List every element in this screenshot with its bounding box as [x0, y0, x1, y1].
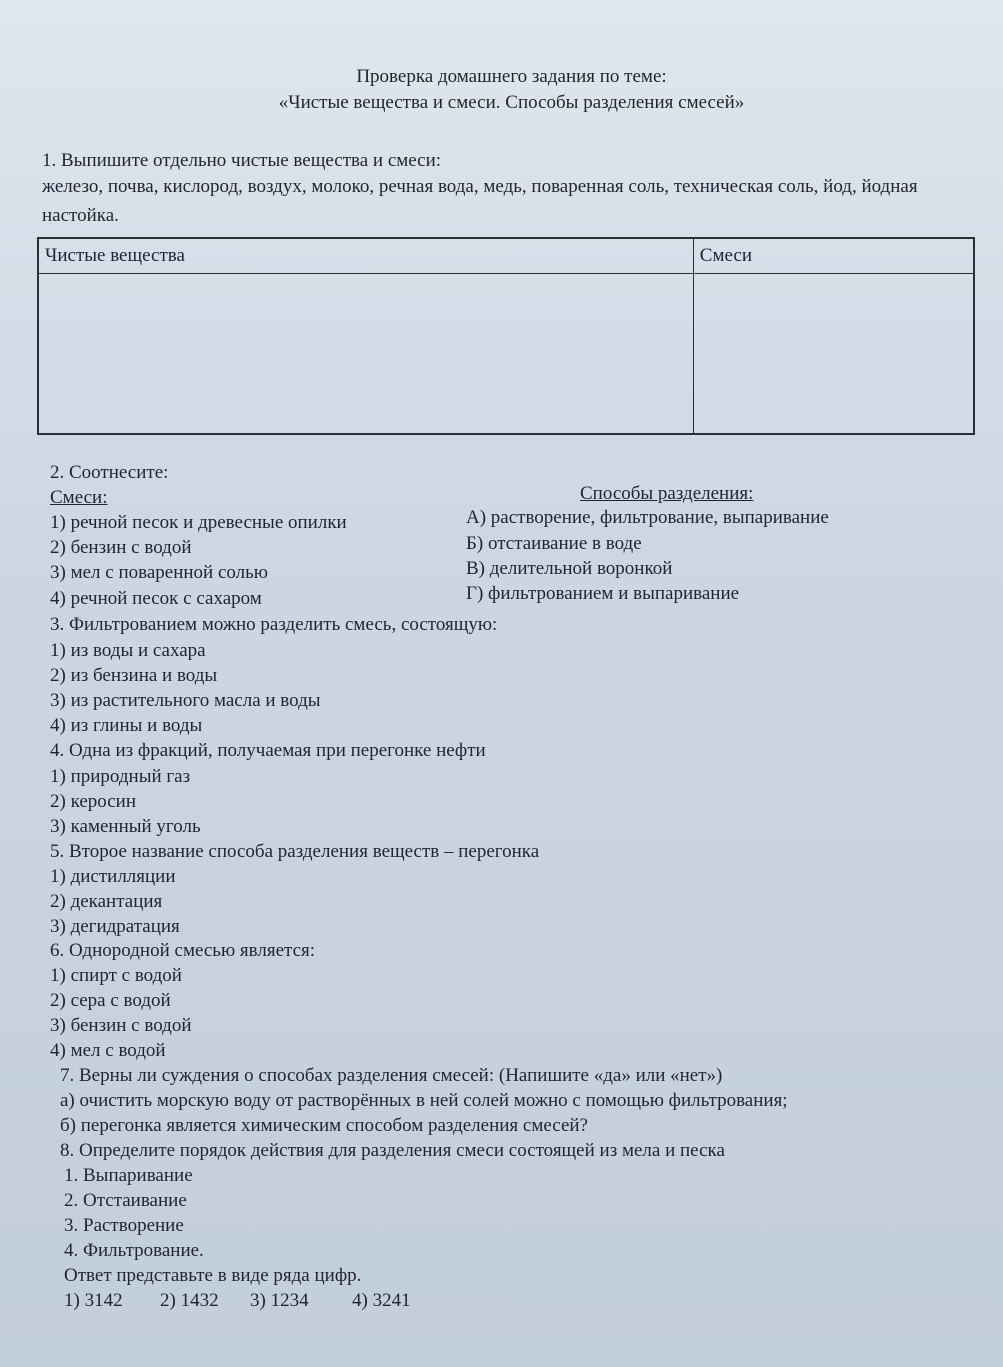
- q2-right-head: Способы разделения:: [580, 483, 754, 504]
- question-line: 1) спирт с водой: [50, 965, 182, 986]
- q1-words: железо, почва, кислород, воздух, молоко, речная вода, медь, поваренная соль, техническая соль, йод, йодная настойка.: [42, 176, 918, 226]
- question-line: 3. Фильтрованием можно разделить смесь, состоящую:: [50, 614, 498, 635]
- col-mix-header: Смеси: [693, 238, 974, 274]
- question-line: 4) из глины и воды: [50, 715, 203, 736]
- q2-right-item: А) растворение, фильтрование, выпаривание: [466, 507, 829, 528]
- col-pure-cell[interactable]: [38, 274, 693, 435]
- q8-answer-option: 1) 3142: [64, 1290, 123, 1311]
- q8-answer-option: 4) 3241: [352, 1290, 411, 1311]
- q8-step: 4. Фильтрование.: [64, 1240, 204, 1261]
- q2-left-item: 1) речной песок и древесные опилки: [50, 512, 347, 533]
- question-line: 2) из бензина и воды: [50, 665, 218, 686]
- col-pure-header: Чистые вещества: [38, 238, 693, 274]
- question-line: б) перегонка является химическим способом разделения смесей?: [60, 1115, 588, 1136]
- question-line: 2) керосин: [50, 791, 137, 812]
- question-line: 6. Однородной смесью является:: [50, 940, 316, 961]
- question-line: 1) природный газ: [50, 766, 191, 787]
- q2-left-head: Смеси:: [50, 487, 108, 508]
- q2-right-item: Б) отстаивание в воде: [466, 533, 642, 554]
- q2-left-item: 3) мел с поваренной солью: [50, 562, 268, 583]
- q2-right-item: В) делительной воронкой: [466, 558, 673, 579]
- question-line: 2) сера с водой: [50, 990, 171, 1011]
- question-line: 1) дистилляции: [50, 866, 176, 887]
- q1-title: 1. Выпишите отдельно чистые вещества и смеси:: [42, 150, 442, 171]
- question-line: 4. Одна из фракций, получаемая при перегонке нефти: [50, 740, 486, 761]
- question-line: а) очистить морскую воду от растворённых в ней солей можно с помощью фильтрования;: [60, 1090, 788, 1111]
- question-line: 4) мел с водой: [50, 1040, 166, 1061]
- answer-table: [37, 237, 975, 435]
- q8-step: 3. Растворение: [64, 1215, 184, 1236]
- question-line: 3) из растительного масла и воды: [50, 690, 321, 711]
- col-mix-cell[interactable]: [693, 274, 974, 435]
- question-line: 1) из воды и сахара: [50, 640, 206, 661]
- q8-step: 2. Отстаивание: [64, 1190, 187, 1211]
- q8-answer-option: 3) 1234: [250, 1290, 309, 1311]
- q2-right-item: Г) фильтрованием и выпаривание: [466, 583, 740, 604]
- q2-left-item: 4) речной песок с сахаром: [50, 588, 262, 609]
- q8-instruction: Ответ представьте в виде ряда цифр.: [64, 1265, 362, 1286]
- question-line: 8. Определите порядок действия для разделения смеси состоящей из мела и песка: [60, 1140, 725, 1161]
- question-line: 3) дегидратация: [50, 916, 180, 937]
- q2-left-item: 2) бензин с водой: [50, 537, 192, 558]
- question-line: 3) каменный уголь: [50, 816, 201, 837]
- question-line: 5. Второе название способа разделения веществ – перегонка: [50, 841, 540, 862]
- q2-title: 2. Соотнесите:: [50, 462, 169, 483]
- header-line-1: Проверка домашнего задания по теме:: [356, 66, 667, 87]
- question-line: 7. Верны ли суждения о способах разделения смесей: (Напишите «да» или «нет»): [60, 1065, 723, 1086]
- question-line: 3) бензин с водой: [50, 1015, 192, 1036]
- question-line: 2) декантация: [50, 891, 163, 912]
- q8-answer-option: 2) 1432: [160, 1290, 219, 1311]
- header-line-2: «Чистые вещества и смеси. Способы разделения смесей»: [278, 92, 745, 113]
- q8-step: 1. Выпаривание: [64, 1165, 193, 1186]
